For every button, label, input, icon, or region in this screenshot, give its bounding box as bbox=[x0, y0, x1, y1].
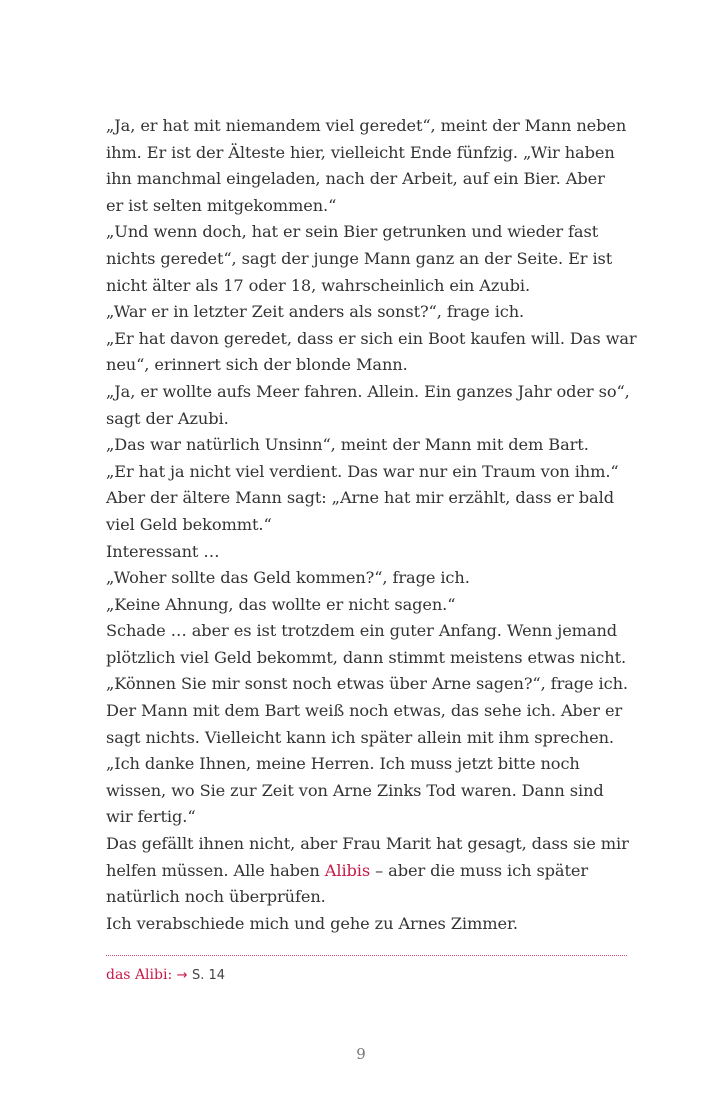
alibi-line-before: helfen müssen. Alle haben bbox=[106, 860, 325, 880]
text-line: er ist selten mitgekommen.“ bbox=[106, 195, 337, 215]
glossary-term-alibis: Alibis bbox=[324, 860, 371, 880]
text-line: nichts geredet“, sagt der junge Mann ganz an der Seite. Er ist bbox=[106, 248, 613, 268]
text-line: plötzlich viel Geld bekommt, dann stimmt meistens etwas nicht. bbox=[106, 647, 627, 667]
text-line: „War er in letzter Zeit anders als sonst?“, frage ich. bbox=[106, 302, 525, 322]
page-number: 9 bbox=[356, 1045, 366, 1063]
text-line: Das gefällt ihnen nicht, aber Frau Marit hat gesagt, dass sie mir bbox=[106, 834, 629, 854]
text-line: „Er hat davon geredet, dass er sich ein Boot kaufen will. Das war bbox=[106, 328, 637, 348]
text-line: Ich verabschiede mich und gehe zu Arnes Zimmer. bbox=[106, 913, 518, 933]
text-line: Aber der ältere Mann sagt: „Arne hat mir erzählt, dass er bald bbox=[106, 488, 614, 508]
text-line: natürlich noch überprüfen. bbox=[106, 887, 326, 907]
footnote-term: das Alibi: bbox=[106, 967, 173, 983]
text-line: Interessant … bbox=[106, 541, 220, 561]
footnote bbox=[106, 964, 225, 987]
alibi-line-after: – aber die muss ich später bbox=[370, 860, 588, 880]
text-line: viel Geld bekommt.“ bbox=[106, 514, 272, 534]
text-line: „Können Sie mir sonst noch etwas über Arne sagen?“, frage ich. bbox=[106, 674, 628, 694]
text-line: wir fertig.“ bbox=[106, 807, 196, 827]
text-line: „Und wenn doch, hat er sein Bier getrunken und wieder fast bbox=[106, 222, 599, 242]
text-line: „Ja, er wollte aufs Meer fahren. Allein. Ein ganzes Jahr oder so“, bbox=[106, 381, 630, 401]
text-line: Der Mann mit dem Bart weiß noch etwas, das sehe ich. Aber er bbox=[106, 701, 623, 721]
text-line: wissen, wo Sie zur Zeit von Arne Zinks Tod waren. Dann sind bbox=[106, 780, 604, 800]
text-line: „Keine Ahnung, das wollte er nicht sagen.“ bbox=[106, 594, 456, 614]
text-line: „Woher sollte das Geld kommen?“, frage ich. bbox=[106, 568, 470, 588]
text-line: „Er hat ja nicht viel verdient. Das war nur ein Traum von ihm.“ bbox=[106, 461, 619, 481]
text-line: sagt nichts. Vielleicht kann ich später allein mit ihm sprechen. bbox=[106, 727, 614, 747]
text-line: nicht älter als 17 oder 18, wahrscheinlich ein Azubi. bbox=[106, 275, 531, 295]
text-line: ihm. Er ist der Älteste hier, vielleicht Ende fünfzig. „Wir haben bbox=[106, 142, 615, 162]
text-line: neu“, erinnert sich der blonde Mann. bbox=[106, 355, 408, 375]
arrow-right-icon: → bbox=[176, 968, 188, 983]
footnote-page-ref: S. 14 bbox=[191, 968, 226, 983]
footnote-divider bbox=[106, 955, 627, 956]
text-line: Schade … aber es ist trotzdem ein guter Anfang. Wenn jemand bbox=[106, 621, 618, 641]
text-line: „Ja, er hat mit niemandem viel geredet“, meint der Mann neben bbox=[106, 116, 627, 135]
text-line: sagt der Azubi. bbox=[106, 408, 229, 428]
body-text bbox=[106, 113, 637, 937]
text-line-alibi bbox=[106, 858, 631, 885]
text-line: „Ich danke Ihnen, meine Herren. Ich muss jetzt bitte noch bbox=[106, 754, 580, 774]
text-line: ihn manchmal eingeladen, nach der Arbeit, auf ein Bier. Aber bbox=[106, 169, 605, 189]
text-line: „Das war natürlich Unsinn“, meint der Mann mit dem Bart. bbox=[106, 435, 589, 455]
